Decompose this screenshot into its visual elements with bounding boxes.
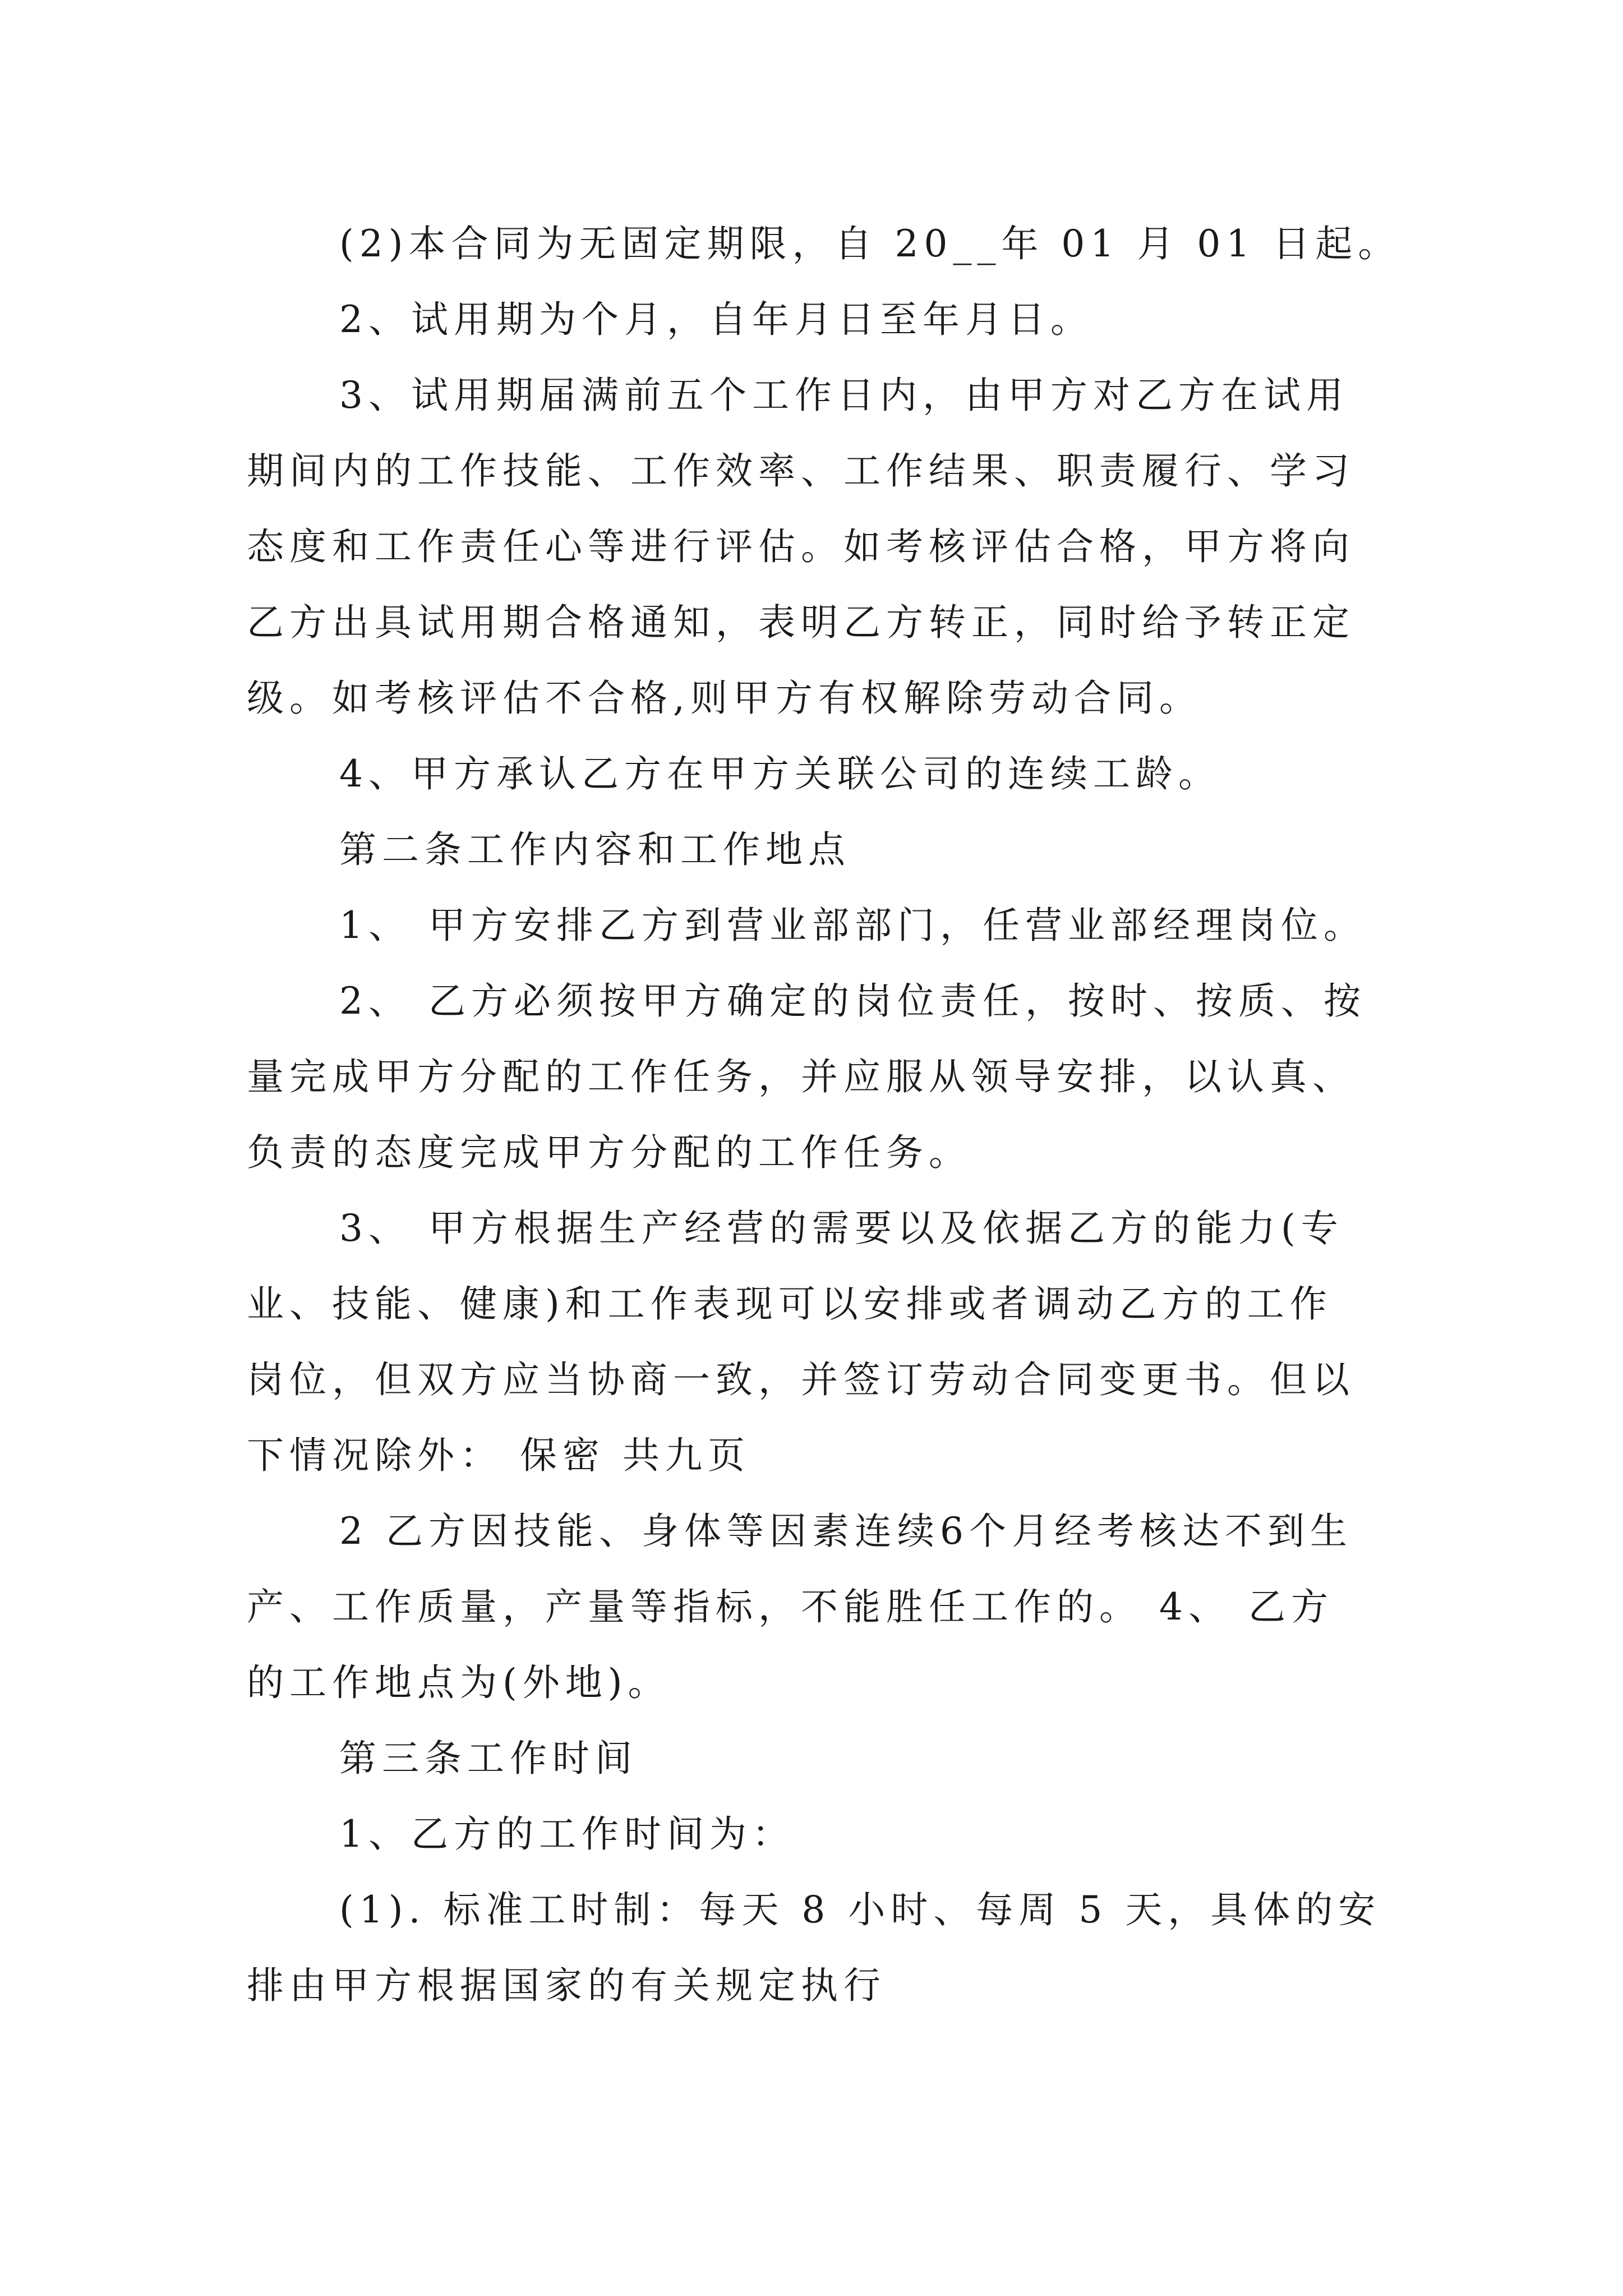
text-line: 排由甲方根据国家的有关规定执行	[247, 1964, 886, 2007]
text-line: 3、试用期届满前五个工作日内，由甲方对乙方在试用	[339, 374, 1349, 417]
text-line: 2 乙方因技能、身体等因素连续6个月经考核达不到生	[339, 1510, 1353, 1553]
section-heading: 第三条工作时间	[339, 1737, 638, 1780]
text-line: 级。如考核评估不合格,则甲方有权解除劳动合同。	[247, 677, 1202, 720]
text-line: 乙方出具试用期合格通知，表明乙方转正，同时给予转正定	[247, 601, 1355, 644]
text-line: (1). 标准工时制：每天 8 小时、每周 5 天，具体的安	[339, 1888, 1381, 1931]
text-line: 4、甲方承认乙方在甲方关联公司的连续工龄。	[339, 752, 1221, 795]
text-line: 2、试用期为个月，自年月日至年月日。	[339, 298, 1093, 341]
text-line: 1、乙方的工作时间为：	[339, 1812, 795, 1856]
text-line: 负责的态度完成甲方分配的工作任务。	[247, 1131, 971, 1174]
text-line: 岗位，但双方应当协商一致，并签订劳动合同变更书。但以	[247, 1358, 1355, 1401]
text-line: 的工作地点为(外地)。	[247, 1661, 671, 1704]
text-line: 产、工作质量，产量等指标，不能胜任工作的。 4、 乙方	[247, 1585, 1334, 1628]
text-line: 期间内的工作技能、工作效率、工作结果、职责履行、学习	[247, 449, 1355, 493]
text-line: 2、 乙方必须按甲方确定的岗位责任，按时、按质、按	[339, 979, 1366, 1023]
text-line: 3、 甲方根据生产经营的需要以及依据乙方的能力(专	[339, 1207, 1344, 1250]
text-line: 1、 甲方安排乙方到营业部部门，任营业部经理岗位。	[339, 904, 1366, 947]
text-line: (2)本合同为无固定期限，自 20__年 01 月 01 日起。	[339, 222, 1401, 265]
text-line: 量完成甲方分配的工作任务，并应服从领导安排，以认真、	[247, 1055, 1355, 1098]
text-line: 态度和工作责任心等进行评估。如考核评估合格，甲方将向	[247, 525, 1355, 568]
section-heading: 第二条工作内容和工作地点	[339, 828, 851, 871]
text-line: 下情况除外： 保密 共九页	[247, 1434, 750, 1477]
text-line: 业、技能、健康)和工作表现可以安排或者调动乙方的工作	[247, 1282, 1332, 1326]
